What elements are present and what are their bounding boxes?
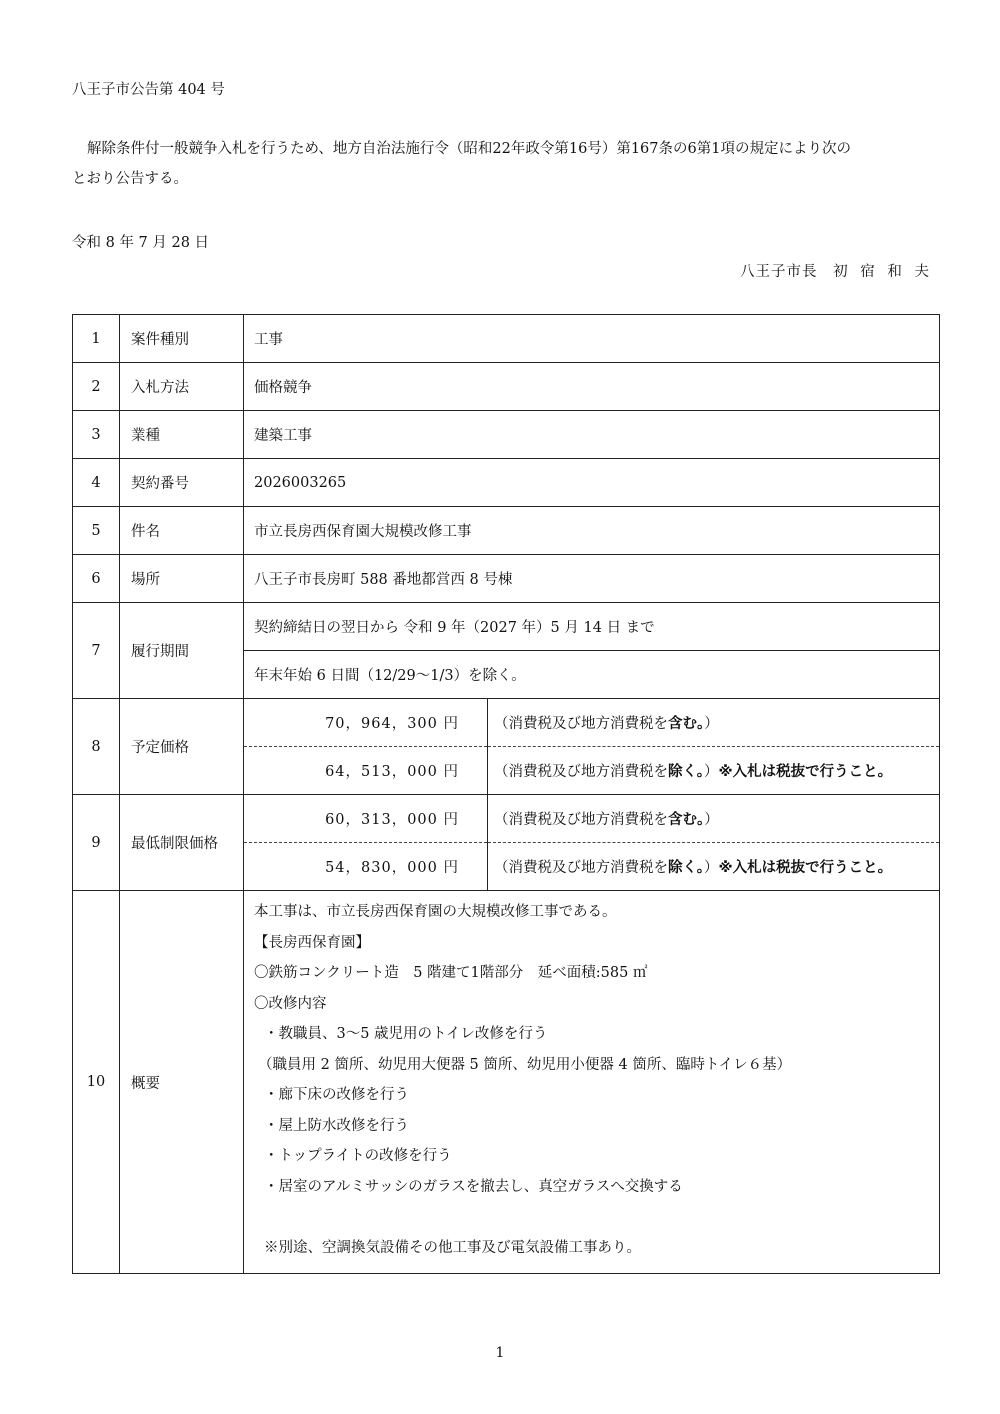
planned-amount-incl: 70，964，300 円 <box>244 699 488 747</box>
row-value: 市立長房西保育園大規模改修工事 <box>244 507 940 555</box>
overview-line: 【長房西保育園】 <box>254 934 370 951</box>
overview-line: ※別途、空調換気設備その他工事及び電気設備工事あり。 <box>264 1239 641 1256</box>
minimum-amount-excl: 54，830，000 円 <box>244 843 488 891</box>
overview-content <box>244 891 940 1274</box>
note-bold: 除く。 <box>668 860 704 876</box>
note-text: （消費税及び地方消費税を <box>494 764 668 780</box>
signer-title: 八王子市長 <box>740 264 818 280</box>
minimum-amount-incl: 60，313，000 円 <box>244 795 488 843</box>
intro-paragraph <box>72 134 942 194</box>
planned-note-excl <box>488 747 940 795</box>
overview-line: 本工事は、市立長房西保育園の大規模改修工事である。 <box>254 904 617 920</box>
period-line-2: 年末年始 6 日間（12/29～1/3）を除く。 <box>244 651 940 699</box>
table-row-overview <box>73 891 940 1274</box>
row-value: 工事 <box>244 315 940 363</box>
table-row-minimum-incl <box>73 795 940 843</box>
overview-line: ・屋上防水改修を行う <box>264 1117 409 1134</box>
note-text: ） <box>704 716 719 732</box>
row-value: 建築工事 <box>244 411 940 459</box>
row-number: 1 <box>73 315 120 363</box>
notice-date: 令和 8 年 7 月 28 日 <box>72 235 210 251</box>
row-number: 2 <box>73 363 120 411</box>
row-label: 最低制限価格 <box>120 795 244 891</box>
row-label: 契約番号 <box>120 459 244 507</box>
table-row <box>73 363 940 411</box>
row-label: 入札方法 <box>120 363 244 411</box>
row-label: 履行期間 <box>120 603 244 699</box>
row-number: 5 <box>73 507 120 555</box>
note-text: （消費税及び地方消費税を <box>494 812 668 828</box>
overview-line: （職員用 2 箇所、幼児用大便器 5 箇所、幼児用小便器 4 箇所、臨時トイレ６基） <box>258 1056 792 1073</box>
tender-details-table <box>72 314 940 1274</box>
overview-line: 〇鉄筋コンクリート造 5 階建て1階部分 延べ面積:585 ㎡ <box>254 965 648 981</box>
table-row-planned-incl <box>73 699 940 747</box>
note-bold: 含む。 <box>668 812 705 828</box>
note-text: ） <box>704 812 719 828</box>
row-value: 2026003265 <box>244 459 940 507</box>
overview-line: ・廊下床の改修を行う <box>264 1087 409 1103</box>
signer-name: 初 宿 和 夫 <box>833 264 930 280</box>
overview-line: ・トップライトの改修を行う <box>264 1148 452 1164</box>
note-text: ） <box>703 764 719 780</box>
row-label: 案件種別 <box>120 315 244 363</box>
minimum-note-incl <box>488 795 940 843</box>
intro-line-2: とおり公告する。 <box>72 171 188 187</box>
note-bold-warning: ※入札は税抜で行うこと。 <box>718 860 893 876</box>
row-number: 10 <box>73 891 120 1274</box>
note-bold: 除く。 <box>668 764 704 780</box>
overview-line: 〇改修内容 <box>254 995 327 1012</box>
note-bold-warning: ※入札は税抜で行うこと。 <box>718 764 893 780</box>
row-number: 9 <box>73 795 120 891</box>
table-row <box>73 507 940 555</box>
notice-number: 八王子市公告第 404 号 <box>72 82 225 98</box>
row-label: 業種 <box>120 411 244 459</box>
overview-line: ・教職員、3～5 歳児用のトイレ改修を行う <box>264 1026 548 1042</box>
row-value: 価格競争 <box>244 363 940 411</box>
overview-line: ・居室のアルミサッシのガラスを撤去し、真空ガラスへ交換する <box>264 1178 683 1195</box>
period-line-1: 契約締結日の翌日から 令和 9 年（2027 年）5 月 14 日 まで <box>244 603 940 651</box>
page-number: 1 <box>495 1345 505 1361</box>
overview-spacer <box>254 1202 939 1233</box>
row-number: 3 <box>73 411 120 459</box>
note-text: （消費税及び地方消費税を <box>494 860 668 876</box>
minimum-note-excl <box>488 843 940 891</box>
row-number: 6 <box>73 555 120 603</box>
table-row <box>73 315 940 363</box>
row-label: 概要 <box>120 891 244 1274</box>
row-number: 8 <box>73 699 120 795</box>
signer <box>740 260 930 281</box>
note-text: ） <box>703 860 719 876</box>
row-label: 件名 <box>120 507 244 555</box>
note-bold: 含む。 <box>668 716 705 732</box>
planned-amount-excl: 64，513，000 円 <box>244 747 488 795</box>
note-text: （消費税及び地方消費税を <box>494 716 668 732</box>
planned-note-incl <box>488 699 940 747</box>
table-row <box>73 459 940 507</box>
intro-line-1: 解除条件付一般競争入札を行うため、地方自治法施行令（昭和22年政令第16号）第167条の6第1項の規定により次の <box>87 141 851 157</box>
table-row <box>73 555 940 603</box>
row-number: 7 <box>73 603 120 699</box>
row-value: 八王子市長房町 588 番地都営西 8 号棟 <box>244 555 940 603</box>
table-row <box>73 411 940 459</box>
table-row-period-1 <box>73 603 940 651</box>
row-label: 場所 <box>120 555 244 603</box>
row-label: 予定価格 <box>120 699 244 795</box>
row-number: 4 <box>73 459 120 507</box>
